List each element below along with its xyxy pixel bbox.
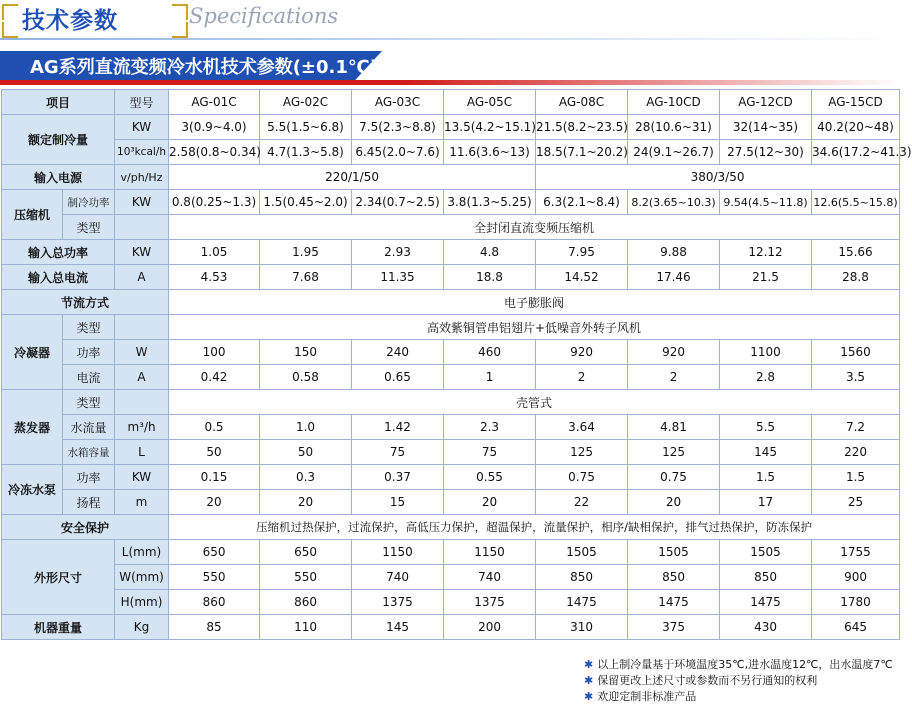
table-cell: 3.8(1.3~5.25)	[444, 190, 536, 215]
unit-cell: KW	[115, 465, 169, 490]
table-cell: 1.5(0.45~2.0)	[260, 190, 352, 215]
unit-cell: L	[115, 440, 169, 465]
unit-cell: Kg	[115, 615, 169, 640]
table-row	[2, 165, 900, 190]
sub-label: 类型	[63, 315, 115, 340]
table-cell: 850	[720, 565, 812, 590]
table-cell: 900	[812, 565, 900, 590]
table-row	[2, 290, 900, 315]
table-cell: 1375	[444, 590, 536, 615]
table-row	[2, 115, 900, 140]
table-cell: 2	[628, 365, 720, 390]
unit-cell: A	[115, 365, 169, 390]
table-cell: 12.6(5.5~15.8)	[812, 190, 900, 215]
table-cell: 4.53	[169, 265, 260, 290]
table-cell: 5.5	[720, 415, 812, 440]
table-cell: 1505	[628, 540, 720, 565]
table-cell: 150	[260, 340, 352, 365]
table-row	[2, 390, 900, 415]
table-cell: 220	[812, 440, 900, 465]
table-cell: 电子膨胀阀	[169, 290, 900, 315]
table-cell: 20	[260, 490, 352, 515]
table-cell: 1755	[812, 540, 900, 565]
asterisk-icon: ✱	[584, 658, 594, 671]
table-cell: 8.2(3.65~10.3)	[628, 190, 720, 215]
table-cell: 920	[536, 340, 628, 365]
item-header: 项目	[2, 90, 115, 115]
footnote	[584, 689, 893, 705]
table-cell: 380/3/50	[536, 165, 900, 190]
table-cell: 0.15	[169, 465, 260, 490]
table-cell: 145	[720, 440, 812, 465]
cooling-label: 额定制冷量	[2, 115, 115, 165]
unit-cell: m	[115, 490, 169, 515]
table-cell: 50	[169, 440, 260, 465]
table-cell: 1150	[352, 540, 444, 565]
model-name: AG-02C	[260, 90, 352, 115]
table-cell: 550	[169, 565, 260, 590]
sub-label: 类型	[63, 215, 115, 240]
model-name: AG-08C	[536, 90, 628, 115]
footnote-text: 保留更改上述尺寸或参数而不另行通知的权利	[597, 674, 818, 687]
model-name: AG-12CD	[720, 90, 812, 115]
table-cell: 0.42	[169, 365, 260, 390]
table-cell: 2.58(0.8~0.34)	[169, 140, 260, 165]
table-row	[2, 315, 900, 340]
table-cell: 压缩机过热保护，过流保护，高低压力保护，超温保护，流量保护，相序/缺相保护，排气过热保护，防冻保护	[169, 515, 900, 540]
table-cell: 28.8	[812, 265, 900, 290]
asterisk-icon: ✱	[584, 674, 594, 687]
table-cell: 5.5(1.5~6.8)	[260, 115, 352, 140]
model-name: AG-10CD	[628, 90, 720, 115]
table-cell: 6.45(2.0~7.6)	[352, 140, 444, 165]
table-cell: 12.12	[720, 240, 812, 265]
table-cell: 7.2	[812, 415, 900, 440]
weight-label: 机器重量	[2, 615, 115, 640]
table-cell: 9.54(4.5~11.8)	[720, 190, 812, 215]
table-cell: 4.81	[628, 415, 720, 440]
table-row	[2, 265, 900, 290]
model-name: AG-01C	[169, 90, 260, 115]
header-divider	[0, 38, 900, 40]
pump-label: 冷冻水泵	[2, 465, 63, 515]
table-cell: 2.8	[720, 365, 812, 390]
section-title: 技术参数	[22, 8, 118, 34]
table-cell: 1	[444, 365, 536, 390]
unit-cell: KW	[115, 190, 169, 215]
table-cell: 9.88	[628, 240, 720, 265]
table-row	[2, 90, 900, 115]
table-cell: 7.68	[260, 265, 352, 290]
table-cell: 110	[260, 615, 352, 640]
table-row	[2, 140, 900, 165]
table-cell: 920	[628, 340, 720, 365]
table-cell: 34.6(17.2~41.3)	[812, 140, 900, 165]
table-cell: 145	[352, 615, 444, 640]
unit-cell: H(mm)	[115, 590, 169, 615]
table-cell: 375	[628, 615, 720, 640]
page-header	[0, 0, 900, 40]
model-name: AG-15CD	[812, 90, 900, 115]
table-cell: 28(10.6~31)	[628, 115, 720, 140]
model-name: AG-05C	[444, 90, 536, 115]
table-cell: 0.5	[169, 415, 260, 440]
table-cell: 645	[812, 615, 900, 640]
table-cell: 1100	[720, 340, 812, 365]
table-cell: 25	[812, 490, 900, 515]
footnotes	[584, 657, 893, 705]
unit-cell: 10³kcal/h	[115, 140, 169, 165]
corner-ornament-icon	[172, 4, 188, 20]
total-power-label: 输入总功率	[2, 240, 115, 265]
table-cell: 850	[536, 565, 628, 590]
condenser-label: 冷凝器	[2, 315, 63, 390]
unit-cell: v/ph/Hz	[115, 165, 169, 190]
table-cell: 220/1/50	[169, 165, 536, 190]
table-row	[2, 240, 900, 265]
table-cell: 20	[444, 490, 536, 515]
table-cell: 3.64	[536, 415, 628, 440]
footnote-text: 欢迎定制非标准产品	[597, 690, 697, 703]
asterisk-icon: ✱	[584, 690, 594, 703]
table-cell: 240	[352, 340, 444, 365]
table-cell: 22	[536, 490, 628, 515]
corner-ornament-icon	[2, 22, 18, 38]
table-cell: 75	[352, 440, 444, 465]
table-row	[2, 490, 900, 515]
model-header: 型号	[115, 90, 169, 115]
table-cell: 17.46	[628, 265, 720, 290]
table-cell: 1505	[536, 540, 628, 565]
table-cell: 1560	[812, 340, 900, 365]
footnote	[584, 673, 893, 689]
table-cell: 0.37	[352, 465, 444, 490]
unit-cell: KW	[115, 240, 169, 265]
table-row	[2, 465, 900, 490]
spec-table	[1, 89, 912, 640]
table-cell: 11.6(3.6~13)	[444, 140, 536, 165]
table-cell: 40.2(20~48)	[812, 115, 900, 140]
table-cell: 15.66	[812, 240, 900, 265]
banner-stripe	[0, 80, 900, 85]
table-cell: 1.5	[720, 465, 812, 490]
table-row	[2, 365, 900, 390]
corner-ornament-icon	[2, 4, 18, 20]
compressor-label: 压缩机	[2, 190, 63, 240]
table-cell: 85	[169, 615, 260, 640]
table-cell: 3.5	[812, 365, 900, 390]
table-cell: 50	[260, 440, 352, 465]
table-cell: 18.5(7.1~20.2)	[536, 140, 628, 165]
footnote	[584, 657, 893, 673]
safety-label: 安全保护	[2, 515, 169, 540]
table-row	[2, 340, 900, 365]
table-cell: 550	[260, 565, 352, 590]
table-row	[2, 440, 900, 465]
table-cell: 0.58	[260, 365, 352, 390]
table-cell: 740	[444, 565, 536, 590]
power-supply-label: 输入电源	[2, 165, 115, 190]
unit-cell	[115, 215, 169, 240]
table-cell: 860	[169, 590, 260, 615]
table-cell: 20	[169, 490, 260, 515]
sub-label: 扬程	[63, 490, 115, 515]
sub-label: 功率	[63, 465, 115, 490]
table-cell: 17	[720, 490, 812, 515]
table-cell: 2.3	[444, 415, 536, 440]
table-cell: 1150	[444, 540, 536, 565]
table-cell: 0.75	[536, 465, 628, 490]
unit-cell: KW	[115, 115, 169, 140]
table-cell: 0.65	[352, 365, 444, 390]
table-cell: 21.5	[720, 265, 812, 290]
dimensions-label: 外形尺寸	[2, 540, 115, 615]
table-cell: 650	[169, 540, 260, 565]
sub-label: 电流	[63, 365, 115, 390]
table-cell: 27.5(12~30)	[720, 140, 812, 165]
table-cell: 全封闭直流变频压缩机	[169, 215, 900, 240]
table-cell: 860	[260, 590, 352, 615]
table-cell: 1475	[628, 590, 720, 615]
table-cell: 1375	[352, 590, 444, 615]
table-cell: 21.5(8.2~23.5)	[536, 115, 628, 140]
table-cell: 0.75	[628, 465, 720, 490]
table-cell: 1475	[720, 590, 812, 615]
footnote-text: 以上制冷量基于环境温度35℃,进水温度12℃，出水温度7℃	[597, 658, 893, 671]
throttle-label: 节流方式	[2, 290, 169, 315]
table-cell: 4.7(1.3~5.8)	[260, 140, 352, 165]
sub-label: 水箱容量	[63, 440, 115, 465]
table-cell: 1.95	[260, 240, 352, 265]
table-cell: 740	[352, 565, 444, 590]
table-banner	[0, 51, 900, 86]
table-cell: 7.5(2.3~8.8)	[352, 115, 444, 140]
section-subtitle: Specifications	[189, 4, 339, 28]
table-cell: 15	[352, 490, 444, 515]
table-cell: 2	[536, 365, 628, 390]
table-cell: 11.35	[352, 265, 444, 290]
table-cell: 650	[260, 540, 352, 565]
unit-cell	[115, 390, 169, 415]
table-cell: 1.05	[169, 240, 260, 265]
table-row	[2, 215, 900, 240]
table-cell: 1.0	[260, 415, 352, 440]
table-cell: 4.8	[444, 240, 536, 265]
table-cell: 2.93	[352, 240, 444, 265]
table-cell: 壳管式	[169, 390, 900, 415]
model-name: AG-03C	[352, 90, 444, 115]
table-cell: 13.5(4.2~15.1)	[444, 115, 536, 140]
table-row	[2, 515, 900, 540]
table-cell: 125	[628, 440, 720, 465]
table-cell: 高效紫铜管串铝翅片+低噪音外转子风机	[169, 315, 900, 340]
table-cell: 0.55	[444, 465, 536, 490]
table-cell: 1.5	[812, 465, 900, 490]
table-row	[2, 565, 900, 590]
table-cell: 14.52	[536, 265, 628, 290]
table-cell: 6.3(2.1~8.4)	[536, 190, 628, 215]
total-current-label: 输入总电流	[2, 265, 115, 290]
sub-label: 制冷功率	[63, 190, 115, 215]
table-cell: 0.8(0.25~1.3)	[169, 190, 260, 215]
table-row	[2, 415, 900, 440]
table-cell: 200	[444, 615, 536, 640]
sub-label: 类型	[63, 390, 115, 415]
unit-cell	[115, 315, 169, 340]
unit-cell: W(mm)	[115, 565, 169, 590]
unit-cell: W	[115, 340, 169, 365]
table-cell: 100	[169, 340, 260, 365]
unit-cell: m³/h	[115, 415, 169, 440]
table-cell: 310	[536, 615, 628, 640]
table-cell: 18.8	[444, 265, 536, 290]
table-cell: 24(9.1~26.7)	[628, 140, 720, 165]
table-cell: 1505	[720, 540, 812, 565]
table-cell: 7.95	[536, 240, 628, 265]
evaporator-label: 蒸发器	[2, 390, 63, 465]
table-cell: 3(0.9~4.0)	[169, 115, 260, 140]
table-cell: 850	[628, 565, 720, 590]
sub-label: 水流量	[63, 415, 115, 440]
table-cell: 32(14~35)	[720, 115, 812, 140]
table-cell: 460	[444, 340, 536, 365]
unit-cell: A	[115, 265, 169, 290]
sub-label: 功率	[63, 340, 115, 365]
table-row	[2, 540, 900, 565]
table-cell: 1475	[536, 590, 628, 615]
corner-ornament-icon	[172, 22, 188, 38]
unit-cell: L(mm)	[115, 540, 169, 565]
table-cell: 75	[444, 440, 536, 465]
table-row	[2, 190, 900, 215]
table-row	[2, 590, 900, 615]
table-cell: 125	[536, 440, 628, 465]
table-cell: 430	[720, 615, 812, 640]
table-cell: 2.34(0.7~2.5)	[352, 190, 444, 215]
table-cell: 1780	[812, 590, 900, 615]
table-cell: 0.3	[260, 465, 352, 490]
table-cell: 1.42	[352, 415, 444, 440]
table-cell: 20	[628, 490, 720, 515]
table-row	[2, 615, 900, 640]
banner-title: AG系列直流变频冷水机技术参数(±0.1℃)	[30, 57, 378, 78]
